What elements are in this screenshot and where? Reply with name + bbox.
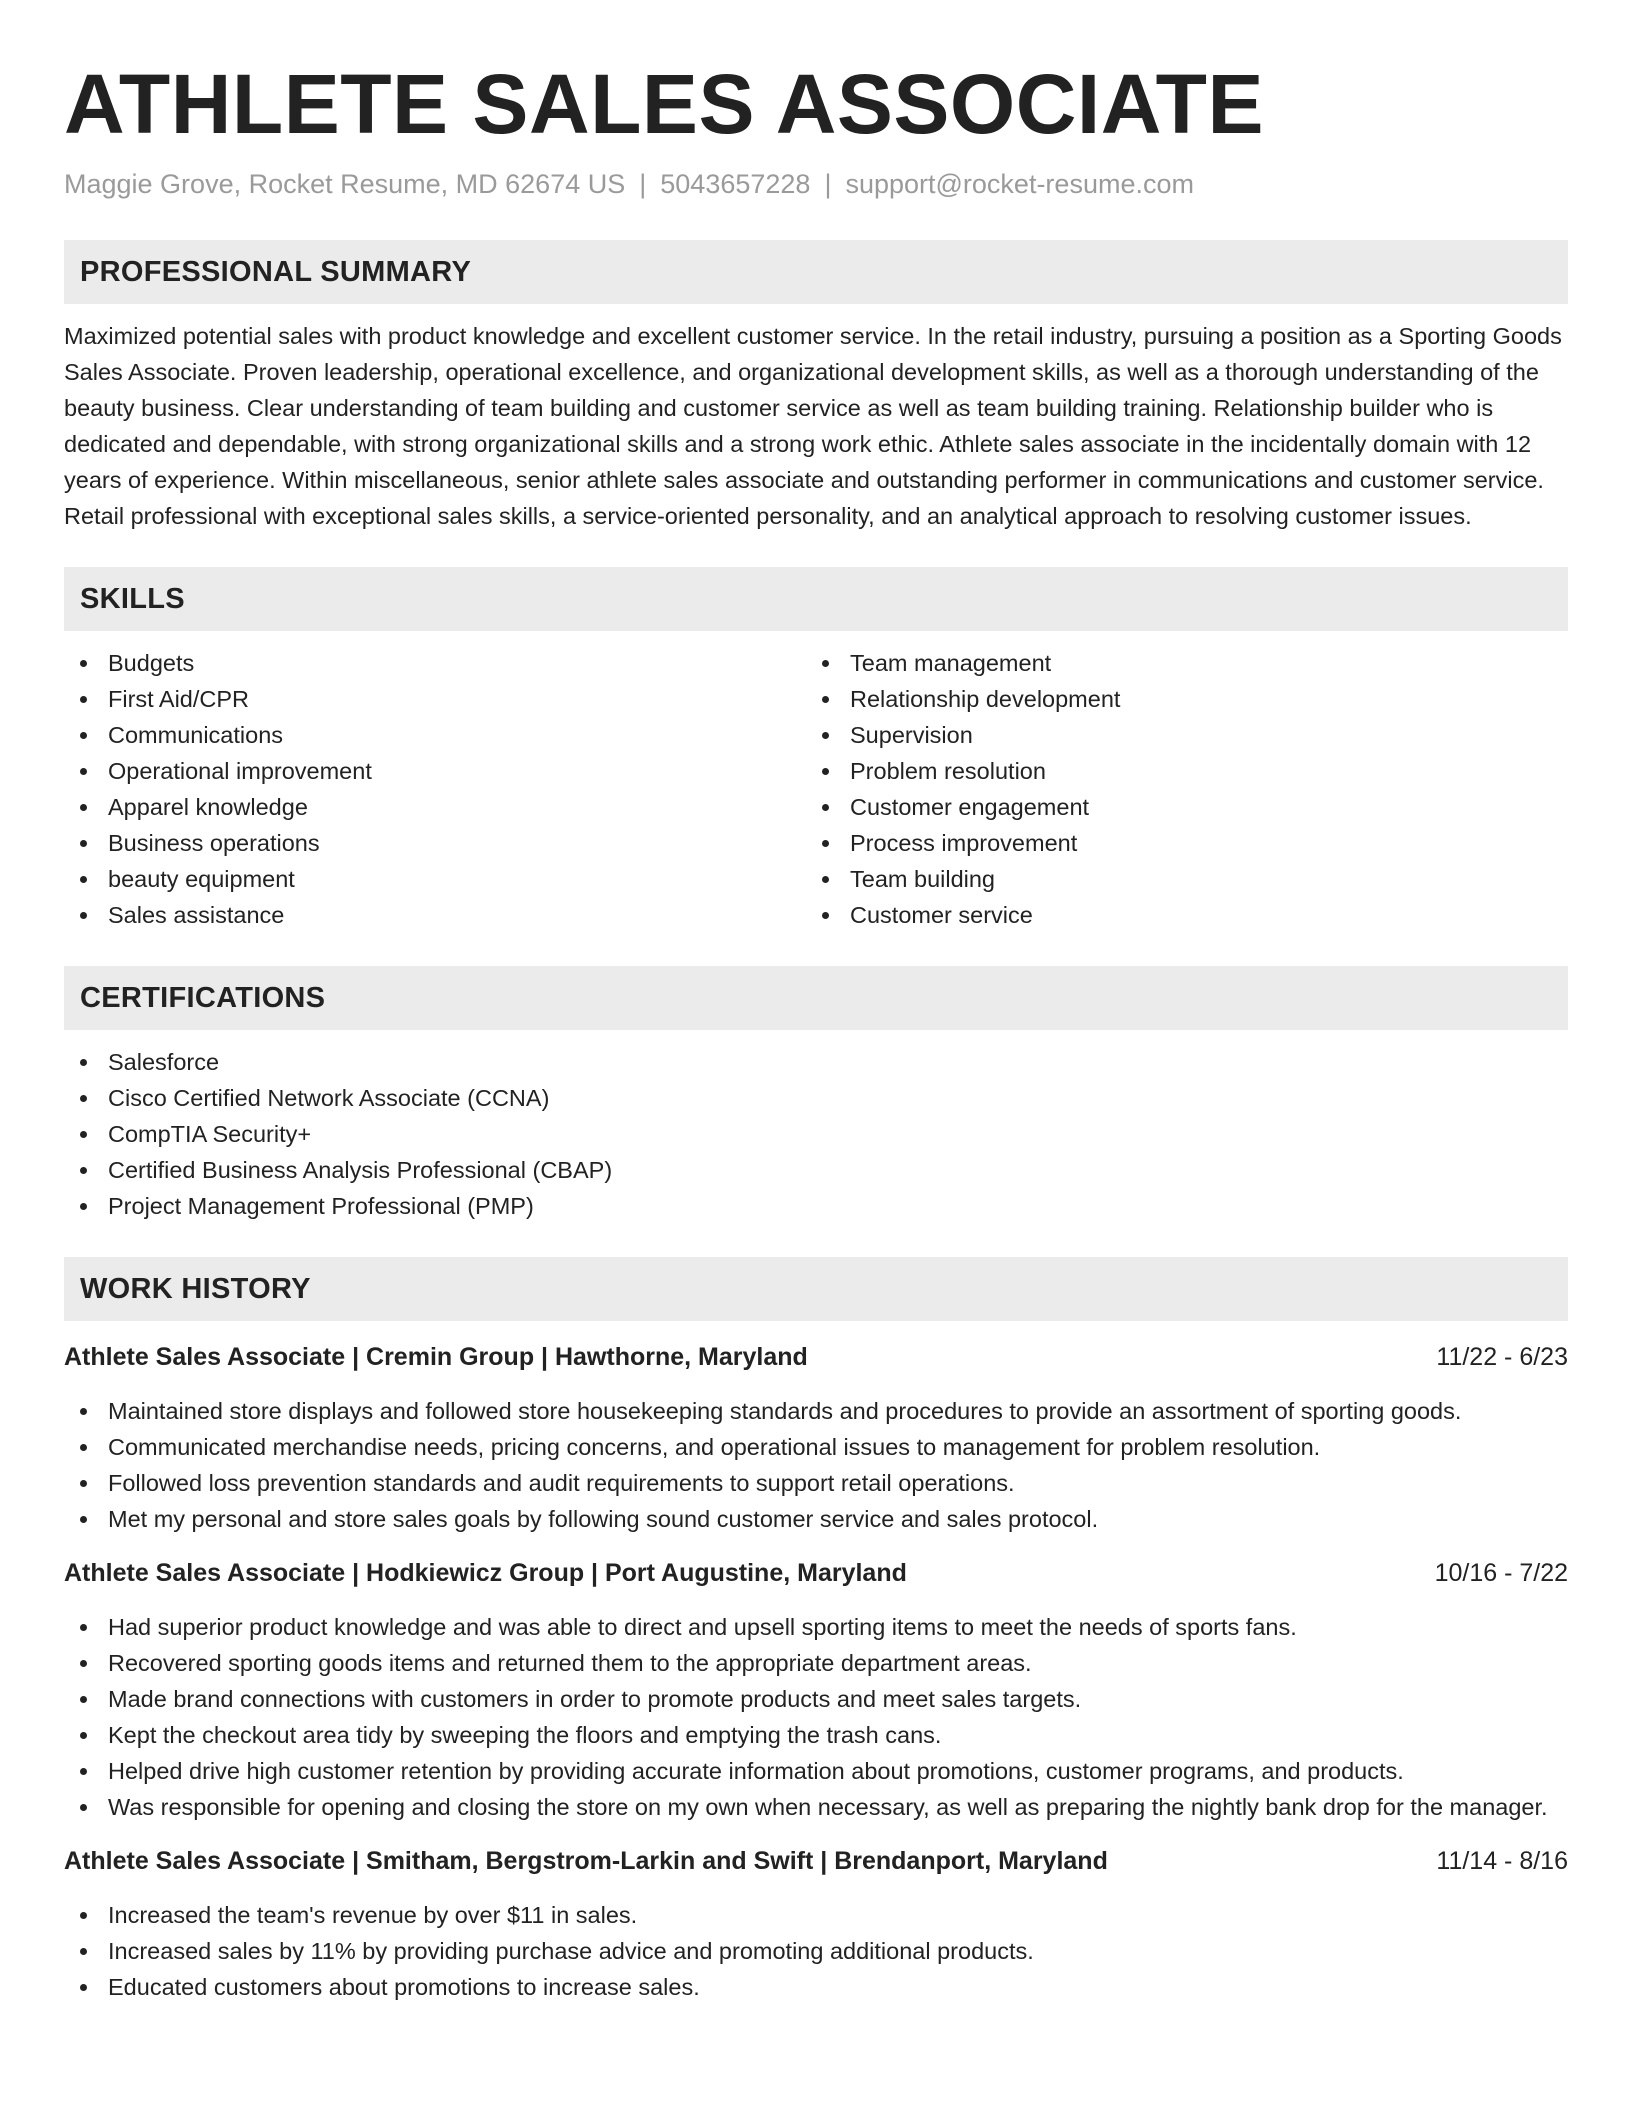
skill-item: Team building: [806, 861, 1548, 897]
contact-email[interactable]: support@rocket-resume.com: [845, 169, 1194, 199]
contact-line: [64, 168, 1568, 200]
certifications-list: [64, 1044, 1568, 1224]
skills-column-left: [64, 645, 806, 933]
skill-item: Customer service: [806, 897, 1548, 933]
skill-item: Process improvement: [806, 825, 1548, 861]
job-bullet-list: [64, 1897, 1568, 2005]
skill-item: Apparel knowledge: [64, 789, 806, 825]
job-entry: [64, 1339, 1568, 1537]
job-bullet: Increased the team's revenue by over $11 in sales.: [64, 1897, 1568, 1933]
certification-item: Certified Business Analysis Professional (CBAP): [64, 1152, 1568, 1188]
summary-text: Maximized potential sales with product knowledge and excellent customer service. In the retail industry, pursuing a position as a Sporting Goods Sales Associate. Proven leadership, operational excellence, and organizational development skills, as well as a thorough understanding of the beauty business. Clear understanding of team building and customer service as well as team building training. Relationship builder who is dedicated and dependable, with strong organizational skills and a strong work ethic. Athlete sales associate in the incidentally domain with 12 years of experience. Within miscellaneous, senior athlete sales associate and outstanding performer in communications and customer service. Retail professional with exceptional sales skills, a service-oriented personality, and an analytical approach to resolving customer issues.: [64, 323, 1562, 530]
section-heading: PROFESSIONAL SUMMARY: [80, 255, 472, 288]
skill-item: Business operations: [64, 825, 806, 861]
section-heading: CERTIFICATIONS: [80, 981, 326, 1014]
skill-item: beauty equipment: [64, 861, 806, 897]
job-title: Athlete Sales Associate | Smitham, Bergstrom-Larkin and Swift | Brendanport, Maryland: [64, 1847, 1108, 1876]
section-heading: SKILLS: [80, 582, 185, 615]
job-header: [64, 1555, 1568, 1591]
skill-item: Budgets: [64, 645, 806, 681]
certification-item: CompTIA Security+: [64, 1116, 1568, 1152]
job-dates: 11/14 - 8/16: [1436, 1847, 1568, 1876]
skill-item: Customer engagement: [806, 789, 1548, 825]
job-bullet: Maintained store displays and followed store housekeeping standards and procedures to provide an assortment of sporting goods.: [64, 1393, 1568, 1429]
job-bullet: Communicated merchandise needs, pricing concerns, and operational issues to management for problem resolution.: [64, 1429, 1568, 1465]
section-header-work-history: [64, 1257, 1568, 1321]
skill-item: Sales assistance: [64, 897, 806, 933]
contact-address: Maggie Grove, Rocket Resume, MD 62674 US: [64, 169, 626, 199]
contact-separator: |: [824, 169, 832, 199]
certification-item: Salesforce: [64, 1044, 1568, 1080]
job-bullet: Made brand connections with customers in order to promote products and meet sales targets.: [64, 1681, 1568, 1717]
skill-item: Problem resolution: [806, 753, 1548, 789]
resume-page: [64, 0, 1568, 2005]
job-header: [64, 1339, 1568, 1375]
section-heading: WORK HISTORY: [80, 1272, 311, 1305]
section-header-skills: [64, 567, 1568, 631]
job-bullet: Kept the checkout area tidy by sweeping the floors and emptying the trash cans.: [64, 1717, 1568, 1753]
job-title: Athlete Sales Associate | Cremin Group | Hawthorne, Maryland: [64, 1343, 808, 1372]
job-bullet: Followed loss prevention standards and audit requirements to support retail operations.: [64, 1465, 1568, 1501]
job-header: [64, 1843, 1568, 1879]
contact-separator: |: [639, 169, 647, 199]
job-bullet: Educated customers about promotions to increase sales.: [64, 1969, 1568, 2005]
section-header-certifications: [64, 966, 1568, 1030]
job-bullet-list: [64, 1609, 1568, 1825]
contact-phone: 5043657228: [660, 169, 811, 199]
job-bullet: Was responsible for opening and closing the store on my own when necessary, as well as preparing the nightly bank drop for the manager.: [64, 1789, 1568, 1825]
skill-item: Team management: [806, 645, 1548, 681]
job-dates: 11/22 - 6/23: [1436, 1343, 1568, 1372]
job-bullet: Had superior product knowledge and was able to direct and upsell sporting items to meet the needs of sports fans.: [64, 1609, 1568, 1645]
skill-item: First Aid/CPR: [64, 681, 806, 717]
skill-item: Relationship development: [806, 681, 1548, 717]
job-bullet-list: [64, 1393, 1568, 1537]
skills-column-right: [806, 645, 1548, 933]
certification-item: Project Management Professional (PMP): [64, 1188, 1568, 1224]
skills-list: [64, 645, 1568, 933]
job-entry: [64, 1555, 1568, 1825]
job-bullet: Met my personal and store sales goals by following sound customer service and sales protocol.: [64, 1501, 1568, 1537]
skill-item: Communications: [64, 717, 806, 753]
job-dates: 10/16 - 7/22: [1434, 1559, 1568, 1588]
certification-item: Cisco Certified Network Associate (CCNA): [64, 1080, 1568, 1116]
resume-title: ATHLETE SALES ASSOCIATE: [64, 57, 1265, 151]
job-entry: [64, 1843, 1568, 2005]
job-bullet: Increased sales by 11% by providing purchase advice and promoting additional products.: [64, 1933, 1568, 1969]
job-bullet: Recovered sporting goods items and returned them to the appropriate department areas.: [64, 1645, 1568, 1681]
section-header-summary: [64, 240, 1568, 304]
job-bullet: Helped drive high customer retention by providing accurate information about promotions, customer programs, and products.: [64, 1753, 1568, 1789]
skill-item: Operational improvement: [64, 753, 806, 789]
skill-item: Supervision: [806, 717, 1548, 753]
job-title: Athlete Sales Associate | Hodkiewicz Group | Port Augustine, Maryland: [64, 1559, 907, 1588]
